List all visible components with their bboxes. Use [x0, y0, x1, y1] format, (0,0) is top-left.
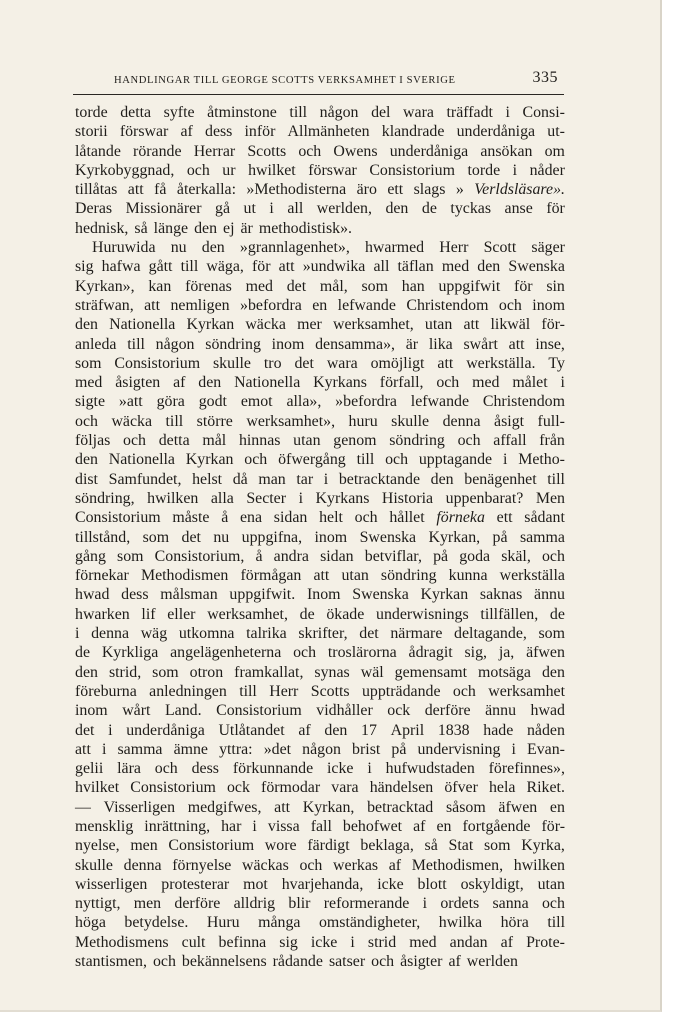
text-line: stantismen, och bekännelsens rådande satser och åsigter af werlden: [75, 953, 518, 971]
text-line: Huruwida nu den »grannlagenhet», hwarmed Herr Scott säger: [92, 239, 565, 257]
running-head: HANDLINGAR TILL GEORGE SCOTTS VERKSAMHET I SVERIGE: [114, 75, 456, 86]
text-line: med åsigten af den Nationella Kyrkans förfall, och med målet i: [75, 374, 565, 392]
text-line: hvilket Consistorium ock förmodar vara händelsen öfver hela Riket.: [75, 779, 565, 797]
text-line: Consistorium måste å ena sidan helt och hållet förneka ett sådant: [75, 509, 565, 527]
text-line: mensklig inrättning, har i vissa fall behofwet af en fortgående för-: [75, 817, 565, 835]
text-line: hednisk, så länge den ej är methodistisk».: [75, 219, 352, 237]
text-line: den strid, som otron framkallat, synas wäl gemensamt motsäga den: [75, 663, 565, 681]
text-line: i denna wäg utkomna talrika skrifter, det närmare deltagande, som: [75, 625, 565, 643]
text-line: Deras Missionärer gå ut i all werlden, den de tyckas anse för: [75, 200, 565, 218]
text-line: dist Samfundet, helst då man tar i betracktande den benägenhet till: [75, 470, 565, 488]
text-line: den Nationella Kyrkan och öfwergång till och upptagande i Metho-: [75, 451, 565, 469]
text-line: de Kyrkliga angelägenheterna och troslärorna ådragit sig, ja, äfwen: [75, 644, 565, 662]
text-line: Kyrkobyggnad, och ur hwilket förswar Consistorium torde i nåder: [75, 161, 565, 179]
text-line: höga betydelse. Huru många omständigheter, hwilka höra till: [75, 914, 565, 932]
text-line: Methodismens cult befinna sig icke i strid med andan af Prote-: [75, 933, 565, 951]
text-line: nyelse, men Consistorium wore färdigt beklaga, så Stat som Kyrka,: [75, 837, 565, 855]
text-line: föreburna anledningen till Herr Scotts uppträdande och werksamhet: [75, 682, 565, 700]
text-line: storii förswar af dess inför Allmänheten klandrade underdåniga ut-: [75, 123, 565, 141]
text-line: som Consistorium skulle tro det wara omöjligt att werkställa. Ty: [75, 354, 565, 372]
page-header: [73, 68, 564, 95]
text-line: — Visserligen medgifwes, att Kyrkan, betracktad såsom äfwen en: [75, 798, 565, 816]
text-line: gelii lära och dess förkunnande icke i hufwudstaden förefinnes»,: [75, 760, 565, 778]
page-number: 335: [532, 69, 558, 86]
text-line: skulle denna förnyelse wäckas och werkas af Methodismen, hwilken: [75, 856, 565, 874]
text-line: Kyrkan», kan förenas med det mål, som han uppgifwit för sin: [75, 277, 565, 295]
text-line: och wäcka till större werksamhet», huru skulle denna åsigt full-: [75, 412, 565, 430]
text-line: sig hafwa gått till wäga, för att »undwika all täflan med den Swenska: [75, 258, 565, 276]
text-line: söndring, hwilken alla Secter i Kyrkans Historia uppenbarat? Men: [75, 489, 565, 507]
text-line: nyttigt, men derföre alldrig blir reformerande i ordets sanna och: [75, 895, 565, 913]
text-line: anleda till någon söndring inom densamma», är lika swårt att inse,: [75, 335, 565, 353]
text-line: sträfwan, att nemligen »befordra en lefwande Christendom och inom: [75, 296, 565, 314]
text-line: den Nationella Kyrkan wäcka mer werksamhet, utan att likwäl för-: [75, 316, 565, 334]
text-line: inom wårt Land. Consistorium vidhåller ock derföre ännu hwad: [75, 702, 565, 720]
text-line: gång som Consistorium, å andra sidan betviflar, på goda skäl, och: [75, 547, 565, 565]
text-line: det i underdåniga Utlåtandet af den 17 April 1838 hade nåden: [75, 721, 565, 739]
body-text: [75, 103, 565, 971]
text-line: hwad dess målsman uppgifwit. Inom Swenska Kyrkan saknas ännu: [75, 586, 565, 604]
text-line: låtande rörande Herrar Scotts och Owens underdåniga ansökan om: [75, 142, 565, 160]
text-line: förnekar Methodismen förmågan att utan söndring kunna werkställa: [75, 567, 565, 585]
text-line: att i samma ämne yttra: »det någon brist på undervisning i Evan-: [75, 740, 565, 758]
text-line: sigte »att göra godt emot alla», »befordra lefwande Christendom: [75, 393, 565, 411]
text-line: följas och detta mål hinnas utan genom söndring och affall från: [75, 432, 565, 450]
text-line: torde detta syfte åtminstone till någon del wara träffadt i Consi-: [75, 104, 565, 121]
text-line: hwarken lif eller werksamhet, de ökade underwisnings tillfällen, de: [75, 605, 565, 623]
text-line: tillåtas att få återkalla: »Methodisterna äro ett slags » Verldsläsare».: [75, 181, 565, 199]
text-line: wisserligen protesterar mot hvarjehanda, icke blott oskyldigt, utan: [75, 875, 565, 893]
text-line: tillstånd, som det nu uppgifna, inom Swenska Kyrkan, på samma: [75, 528, 565, 546]
